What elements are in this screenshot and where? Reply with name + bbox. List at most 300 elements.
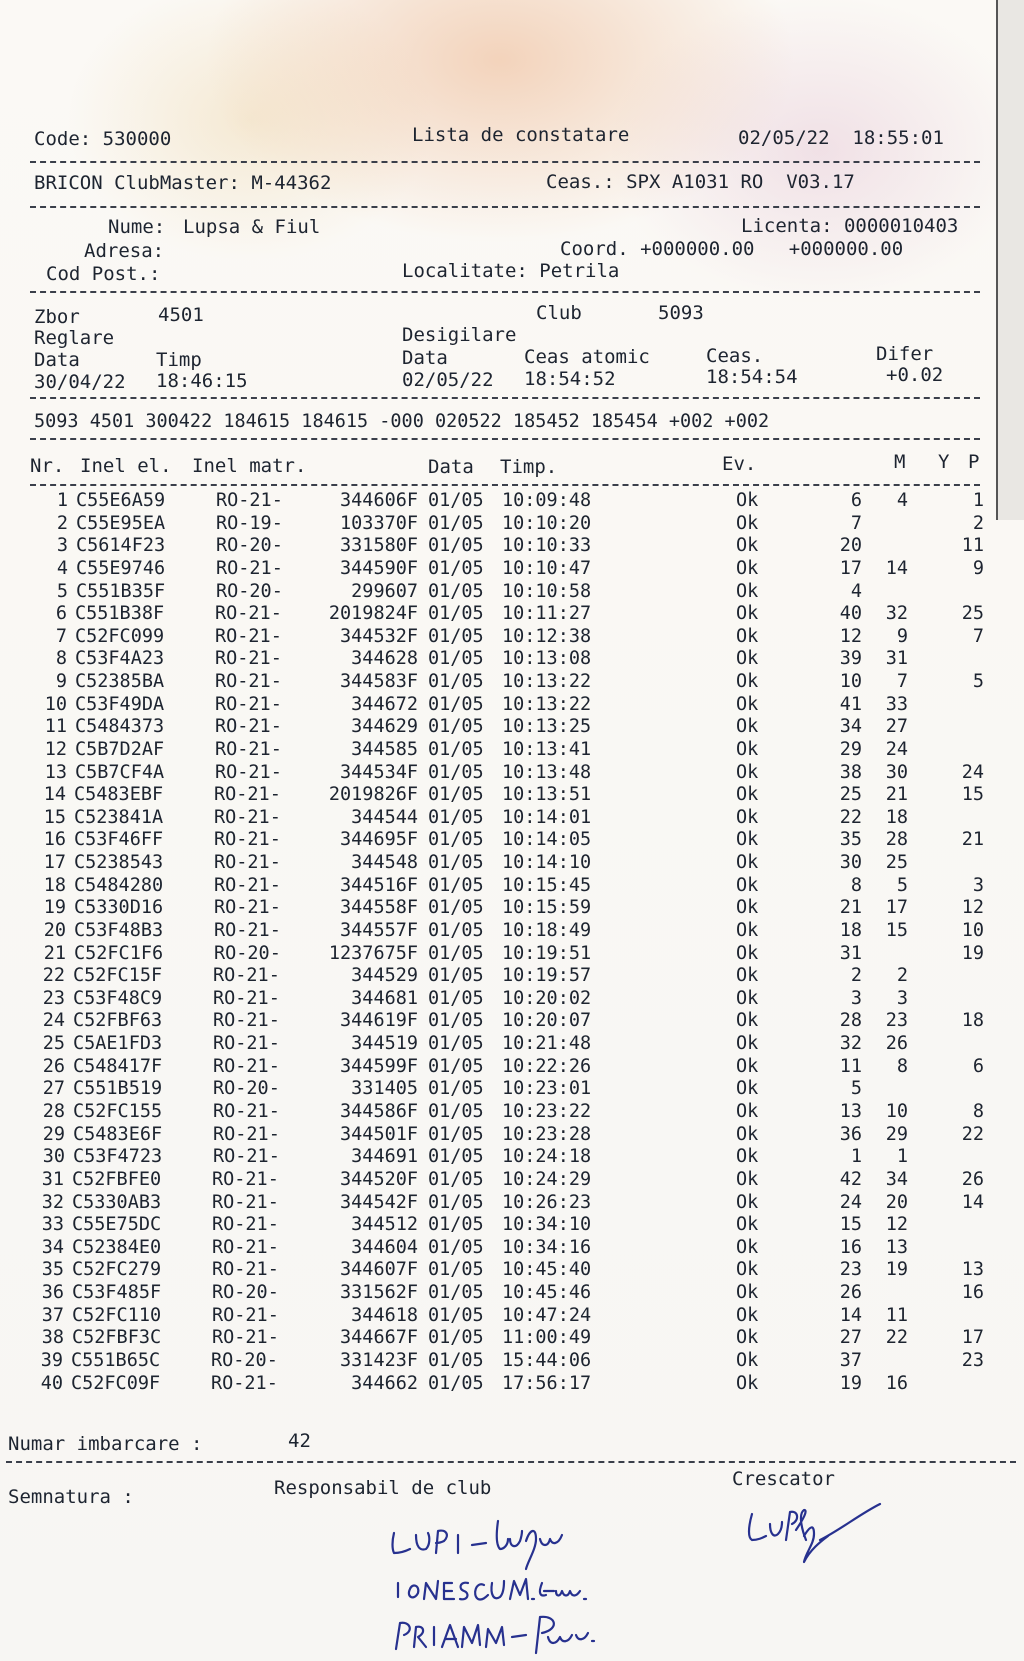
- electronic-ring: C52FBF3C: [72, 1327, 162, 1349]
- event-status: Ok: [736, 897, 759, 919]
- table-row: [0, 603, 1000, 626]
- ring-number: 344586F: [340, 1101, 418, 1122]
- electronic-ring: C5614F23: [76, 535, 166, 557]
- electronic-ring: C5483EBF: [74, 784, 164, 806]
- ring-number: 344519: [351, 1033, 418, 1055]
- electronic-ring: C5484280: [74, 874, 164, 896]
- reglare-time: 18:46:15: [156, 370, 248, 392]
- y-rank: 21: [885, 784, 908, 806]
- electronic-ring: C551B65C: [71, 1349, 161, 1371]
- event-status: Ok: [736, 829, 759, 851]
- electronic-ring: C52FC1F6: [74, 942, 164, 964]
- event-status: Ok: [736, 535, 759, 557]
- m-rank: 20: [839, 535, 862, 557]
- event-status: Ok: [736, 603, 759, 625]
- data-label: Data: [402, 347, 448, 369]
- arrival-time: 10:47:24: [502, 1304, 592, 1326]
- electronic-ring: C52385BA: [75, 671, 165, 693]
- m-rank: 1: [850, 1146, 862, 1168]
- m-rank: 3: [850, 987, 862, 1009]
- arrival-time: 10:11:27: [502, 603, 592, 625]
- p-rank: 1: [972, 490, 984, 511]
- m-rank: 12: [839, 625, 862, 647]
- table-row: [0, 829, 1000, 852]
- event-status: Ok: [736, 557, 759, 579]
- electronic-ring: C52FBFE0: [72, 1168, 162, 1190]
- arrival-date: 01/05: [428, 1214, 484, 1236]
- arrival-date: 01/05: [428, 738, 484, 760]
- arrival-time: 10:14:10: [502, 852, 592, 874]
- p-rank: 8: [972, 1101, 984, 1122]
- electronic-ring: C53F4A23: [75, 648, 165, 670]
- ring-series: RO-21-: [212, 1236, 279, 1258]
- arrival-time: 10:10:20: [502, 512, 592, 534]
- arrival-date: 01/05: [428, 874, 484, 896]
- row-number: 28: [42, 1101, 65, 1122]
- table-row: [0, 1282, 1000, 1305]
- m-rank: 10: [839, 671, 862, 693]
- event-status: Ok: [736, 1033, 759, 1055]
- event-status: Ok: [736, 1282, 759, 1304]
- ring-number: 331562F: [340, 1282, 418, 1304]
- y-rank: 34: [885, 1168, 908, 1190]
- ring-series: RO-21-: [215, 648, 282, 670]
- arrival-date: 01/05: [428, 1055, 484, 1077]
- y-rank: 4: [896, 490, 908, 511]
- m-rank: 42: [839, 1168, 862, 1190]
- ring-number: 2019824F: [328, 603, 418, 625]
- y-rank: 8: [896, 1055, 908, 1077]
- arrival-time: 10:21:48: [502, 1033, 592, 1055]
- ring-series: RO-21-: [214, 897, 281, 919]
- event-status: Ok: [736, 512, 759, 534]
- arrival-time: 10:19:51: [502, 942, 592, 964]
- arrival-time: 10:23:28: [502, 1123, 592, 1145]
- ring-number: 344607F: [340, 1259, 418, 1281]
- p-rank: 23: [961, 1349, 984, 1371]
- ring-number: 344628: [351, 648, 418, 670]
- localitate: Localitate: Petrila: [402, 260, 620, 282]
- ring-number: 299607: [351, 580, 418, 602]
- divider: [30, 438, 980, 440]
- divider: [30, 161, 980, 163]
- ring-number: 344618: [351, 1304, 418, 1326]
- ring-number: 344558F: [340, 897, 418, 919]
- p-rank: 6: [972, 1055, 984, 1077]
- arrival-date: 01/05: [428, 1304, 484, 1326]
- arrival-date: 01/05: [428, 1236, 484, 1258]
- ring-number: 344532F: [340, 625, 418, 647]
- row-number: 26: [42, 1055, 65, 1077]
- electronic-ring: C5238543: [74, 852, 164, 874]
- arrival-date: 01/05: [428, 1033, 484, 1055]
- y-rank: 25: [885, 852, 908, 874]
- ring-series: RO-21-: [215, 716, 282, 738]
- electronic-ring: C55E75DC: [72, 1214, 162, 1236]
- event-status: Ok: [736, 1236, 759, 1258]
- arrival-date: 01/05: [428, 1078, 484, 1100]
- ring-number: 2019826F: [328, 784, 418, 806]
- y-rank: 26: [885, 1033, 908, 1055]
- table-row: [0, 943, 1000, 966]
- event-status: Ok: [736, 852, 759, 874]
- table-row: [0, 716, 1000, 739]
- arrival-time: 10:19:57: [502, 965, 592, 987]
- table-row: [0, 535, 1000, 558]
- event-status: Ok: [736, 1078, 759, 1100]
- event-status: Ok: [736, 761, 759, 783]
- p-rank: 19: [961, 942, 984, 964]
- y-rank: 24: [885, 738, 908, 760]
- col-inel-el: Inel el.: [80, 455, 172, 477]
- code-label: Code: 530000: [34, 128, 172, 150]
- y-rank: 29: [885, 1123, 908, 1145]
- arrival-date: 01/05: [428, 648, 484, 670]
- event-status: Ok: [736, 716, 759, 738]
- electronic-ring: C55E9746: [76, 557, 166, 579]
- table-row: [0, 513, 1000, 536]
- arrival-date: 01/05: [428, 919, 484, 941]
- arrival-time: 17:56:17: [502, 1372, 592, 1394]
- clock-label: Ceas.: SPX A1031 RO V03.17: [546, 171, 855, 193]
- arrival-time: 10:10:58: [502, 580, 592, 602]
- table-row: [0, 1124, 1000, 1147]
- ring-series: RO-21-: [214, 919, 281, 941]
- m-rank: 4: [850, 580, 862, 602]
- electronic-ring: C52FC15F: [73, 965, 163, 987]
- row-number: 35: [41, 1259, 64, 1281]
- row-number: 7: [55, 625, 67, 647]
- m-rank: 17: [839, 557, 862, 579]
- arrival-time: 10:24:29: [502, 1168, 592, 1190]
- numar-imbarcare-value: 42: [288, 1430, 311, 1452]
- ring-series: RO-21-: [211, 1372, 278, 1394]
- row-number: 24: [42, 1010, 65, 1032]
- y-rank: 20: [885, 1191, 908, 1213]
- m-rank: 26: [839, 1282, 862, 1304]
- p-rank: 10: [961, 919, 984, 941]
- arrival-time: 10:24:18: [502, 1146, 592, 1168]
- row-number: 25: [42, 1033, 65, 1055]
- ring-number: 344583F: [340, 671, 418, 693]
- adresa-label: Adresa:: [84, 240, 165, 262]
- reglare-label: Reglare: [34, 327, 115, 349]
- y-rank: 2: [896, 965, 908, 987]
- arrival-date: 01/05: [428, 942, 484, 964]
- event-status: Ok: [736, 1146, 759, 1168]
- arrival-time: 10:45:46: [502, 1282, 592, 1304]
- row-number: 33: [41, 1214, 64, 1236]
- p-rank: 12: [961, 897, 984, 919]
- arrival-date: 01/05: [428, 761, 484, 783]
- m-rank: 16: [839, 1236, 862, 1258]
- m-rank: 32: [839, 1033, 862, 1055]
- y-rank: 30: [885, 761, 908, 783]
- event-status: Ok: [736, 965, 759, 987]
- table-row: [0, 648, 1000, 671]
- data-label: Data: [34, 349, 80, 371]
- row-number: 10: [44, 693, 67, 715]
- row-number: 1: [56, 490, 68, 511]
- ring-series: RO-21-: [213, 1033, 280, 1055]
- ring-number: 331580F: [340, 535, 418, 557]
- ring-series: RO-21-: [212, 1191, 279, 1213]
- y-rank: 10: [885, 1101, 908, 1122]
- row-number: 19: [43, 897, 66, 919]
- m-rank: 5: [850, 1078, 862, 1100]
- m-rank: 24: [839, 1191, 862, 1213]
- ring-series: RO-20-: [211, 1349, 278, 1371]
- table-row: [0, 626, 1000, 649]
- y-rank: 33: [885, 693, 908, 715]
- m-rank: 25: [839, 784, 862, 806]
- m-rank: 13: [839, 1101, 862, 1122]
- electronic-ring: C551B35F: [76, 580, 166, 602]
- zbor-label: Zbor: [34, 306, 80, 328]
- p-rank: 7: [972, 625, 984, 647]
- coordinates: Coord. +000000.00 +000000.00: [560, 238, 904, 260]
- ceas-label: Ceas.: [706, 345, 764, 367]
- y-rank: 19: [885, 1259, 908, 1281]
- arrival-time: 10:13:22: [502, 671, 592, 693]
- arrival-date: 01/05: [428, 512, 484, 534]
- electronic-ring: C52FC110: [72, 1304, 162, 1326]
- m-rank: 35: [839, 829, 862, 851]
- event-status: Ok: [736, 1259, 759, 1281]
- row-number: 23: [42, 987, 65, 1009]
- ring-number: 344557F: [340, 919, 418, 941]
- electronic-ring: C53F48B3: [74, 919, 164, 941]
- arrival-time: 10:13:08: [502, 648, 592, 670]
- arrival-date: 01/05: [428, 716, 484, 738]
- ring-number: 344681: [351, 987, 418, 1009]
- row-number: 31: [41, 1168, 64, 1190]
- ring-series: RO-21-: [213, 987, 280, 1009]
- ring-series: RO-21-: [214, 806, 281, 828]
- clubmaster-label: BRICON ClubMaster: M-44362: [34, 172, 332, 194]
- document-title: Lista de constatare: [412, 124, 630, 146]
- row-number: 6: [55, 603, 67, 625]
- event-status: Ok: [736, 1349, 759, 1371]
- arrival-time: 10:22:26: [502, 1055, 592, 1077]
- m-rank: 7: [850, 512, 862, 534]
- table-row: [0, 1350, 1000, 1373]
- event-status: Ok: [736, 1055, 759, 1077]
- desigilare-date: 02/05/22: [402, 369, 494, 391]
- arrival-date: 01/05: [428, 603, 484, 625]
- m-rank: 41: [839, 693, 862, 715]
- m-rank: 34: [839, 716, 862, 738]
- event-status: Ok: [736, 1327, 759, 1349]
- ring-series: RO-20-: [216, 580, 283, 602]
- divider: [30, 484, 980, 486]
- arrival-date: 01/05: [428, 1372, 484, 1394]
- y-rank: 7: [896, 671, 908, 693]
- arrival-time: 10:13:22: [502, 693, 592, 715]
- arrival-time: 10:18:49: [502, 919, 592, 941]
- arrival-time: 10:13:41: [502, 738, 592, 760]
- row-number: 22: [42, 965, 65, 987]
- ring-series: RO-21-: [212, 1259, 279, 1281]
- ring-series: RO-21-: [212, 1168, 279, 1190]
- arrival-date: 01/05: [428, 1349, 484, 1371]
- arrival-date: 01/05: [428, 535, 484, 557]
- row-number: 12: [44, 738, 67, 760]
- electronic-ring: C53F48C9: [73, 987, 163, 1009]
- m-rank: 40: [839, 603, 862, 625]
- p-rank: 17: [961, 1327, 984, 1349]
- owner-name: Lupsa & Fiul: [183, 216, 321, 238]
- m-rank: 29: [839, 738, 862, 760]
- electronic-ring: C5330D16: [74, 897, 164, 919]
- y-rank: 31: [885, 648, 908, 670]
- row-number: 27: [42, 1078, 65, 1100]
- row-number: 38: [41, 1327, 64, 1349]
- m-rank: 14: [839, 1304, 862, 1326]
- m-rank: 23: [839, 1259, 862, 1281]
- ring-series: RO-21-: [214, 784, 281, 806]
- m-rank: 31: [839, 942, 862, 964]
- arrival-time: 10:34:10: [502, 1214, 592, 1236]
- m-rank: 30: [839, 852, 862, 874]
- difer-label: Difer: [876, 343, 934, 365]
- p-rank: 13: [961, 1259, 984, 1281]
- reglare-date: 30/04/22: [34, 371, 126, 393]
- electronic-ring: C55E95EA: [76, 512, 166, 534]
- divider: [30, 397, 980, 399]
- m-rank: 28: [839, 1010, 862, 1032]
- arrival-time: 10:14:05: [502, 829, 592, 851]
- responsabil-label: Responsabil de club: [274, 1477, 492, 1499]
- ring-number: 344629: [351, 716, 418, 738]
- m-rank: 36: [839, 1123, 862, 1145]
- electronic-ring: C5AE1FD3: [73, 1033, 163, 1055]
- row-number: 4: [56, 557, 68, 579]
- ring-series: RO-21-: [212, 1214, 279, 1236]
- arrival-time: 10:23:01: [502, 1078, 592, 1100]
- arrival-time: 10:45:40: [502, 1259, 592, 1281]
- arrival-date: 01/05: [428, 1168, 484, 1190]
- m-rank: 39: [839, 648, 862, 670]
- p-rank: 24: [961, 761, 984, 783]
- m-rank: 18: [839, 919, 862, 941]
- crescator-signature: [740, 1500, 890, 1570]
- p-rank: 16: [961, 1282, 984, 1304]
- col-timp: Timp.: [500, 456, 558, 478]
- p-rank: 9: [972, 557, 984, 579]
- arrival-time: 10:26:23: [502, 1191, 592, 1213]
- summary-line: 5093 4501 300422 184615 184615 -000 020522 185452 185454 +002 +002: [34, 411, 770, 432]
- event-status: Ok: [736, 648, 759, 670]
- table-row: [0, 1033, 1000, 1056]
- ring-series: RO-21-: [213, 1010, 280, 1032]
- arrival-date: 01/05: [428, 671, 484, 693]
- ring-number: 344604: [351, 1236, 418, 1258]
- ring-number: 331405: [351, 1078, 418, 1100]
- ring-series: RO-21-: [213, 1101, 280, 1122]
- table-row: [0, 852, 1000, 875]
- table-row: [0, 1259, 1000, 1282]
- event-status: Ok: [736, 693, 759, 715]
- y-rank: 22: [885, 1327, 908, 1349]
- electronic-ring: C55E6A59: [76, 490, 166, 511]
- ring-number: 344544: [351, 806, 418, 828]
- p-rank: 21: [961, 829, 984, 851]
- event-status: Ok: [736, 1168, 759, 1190]
- m-rank: 27: [839, 1327, 862, 1349]
- table-row: [0, 1327, 1000, 1350]
- ring-series: RO-20-: [216, 535, 283, 557]
- arrival-time: 10:20:02: [502, 987, 592, 1009]
- event-status: Ok: [736, 1214, 759, 1236]
- desigilare-label: Desigilare: [402, 324, 517, 346]
- ring-number: 344542F: [340, 1191, 418, 1213]
- electronic-ring: C5B7D2AF: [75, 738, 165, 760]
- row-number: 34: [41, 1236, 64, 1258]
- table-row: [0, 875, 1000, 898]
- table-row: [0, 897, 1000, 920]
- row-number: 16: [43, 829, 66, 851]
- arrival-time: 15:44:06: [502, 1349, 592, 1371]
- m-rank: 22: [839, 806, 862, 828]
- col-inel-matr: Inel matr.: [192, 455, 307, 477]
- ring-number: 344534F: [340, 761, 418, 783]
- m-rank: 21: [839, 897, 862, 919]
- print-datetime: 02/05/22 18:55:01: [738, 127, 944, 149]
- col-nr: Nr.: [30, 455, 65, 477]
- table-row: [0, 1169, 1000, 1192]
- ring-series: RO-21-: [213, 1123, 280, 1145]
- table-row: [0, 762, 1000, 785]
- arrival-date: 01/05: [428, 557, 484, 579]
- table-row: [0, 965, 1000, 988]
- arrival-date: 01/05: [428, 580, 484, 602]
- electronic-ring: C53F4723: [73, 1146, 163, 1168]
- p-rank: 5: [972, 671, 984, 693]
- club-signatures: [380, 1505, 660, 1655]
- y-rank: 14: [885, 557, 908, 579]
- ring-number: 1237675F: [328, 942, 418, 964]
- arrival-date: 01/05: [428, 965, 484, 987]
- electronic-ring: C548417F: [73, 1055, 163, 1077]
- ring-series: RO-21-: [215, 738, 282, 760]
- table-row: [0, 581, 1000, 604]
- col-m: M: [894, 451, 906, 473]
- electronic-ring: C5B7CF4A: [75, 761, 165, 783]
- ring-number: 344501F: [340, 1123, 418, 1145]
- ring-series: RO-21-: [215, 603, 282, 625]
- zbor-value: 4501: [158, 304, 204, 326]
- ring-number: 344695F: [340, 829, 418, 851]
- y-rank: 28: [885, 829, 908, 851]
- arrival-time: 10:15:45: [502, 874, 592, 896]
- arrival-time: 11:00:49: [502, 1327, 592, 1349]
- arrival-time: 10:20:07: [502, 1010, 592, 1032]
- row-number: 11: [44, 716, 67, 738]
- p-rank: 25: [961, 603, 984, 625]
- ring-series: RO-20-: [213, 1078, 280, 1100]
- ring-series: RO-21-: [212, 1327, 279, 1349]
- nume-label: Nume:: [108, 216, 166, 238]
- electronic-ring: C53F46FF: [74, 829, 164, 851]
- event-status: Ok: [736, 1010, 759, 1032]
- arrival-date: 01/05: [428, 784, 484, 806]
- row-number: 39: [40, 1349, 63, 1371]
- electronic-ring: C52FC09F: [71, 1372, 161, 1394]
- row-number: 8: [55, 648, 67, 670]
- electronic-ring: C52FC155: [73, 1101, 163, 1122]
- col-y: Y: [938, 451, 950, 473]
